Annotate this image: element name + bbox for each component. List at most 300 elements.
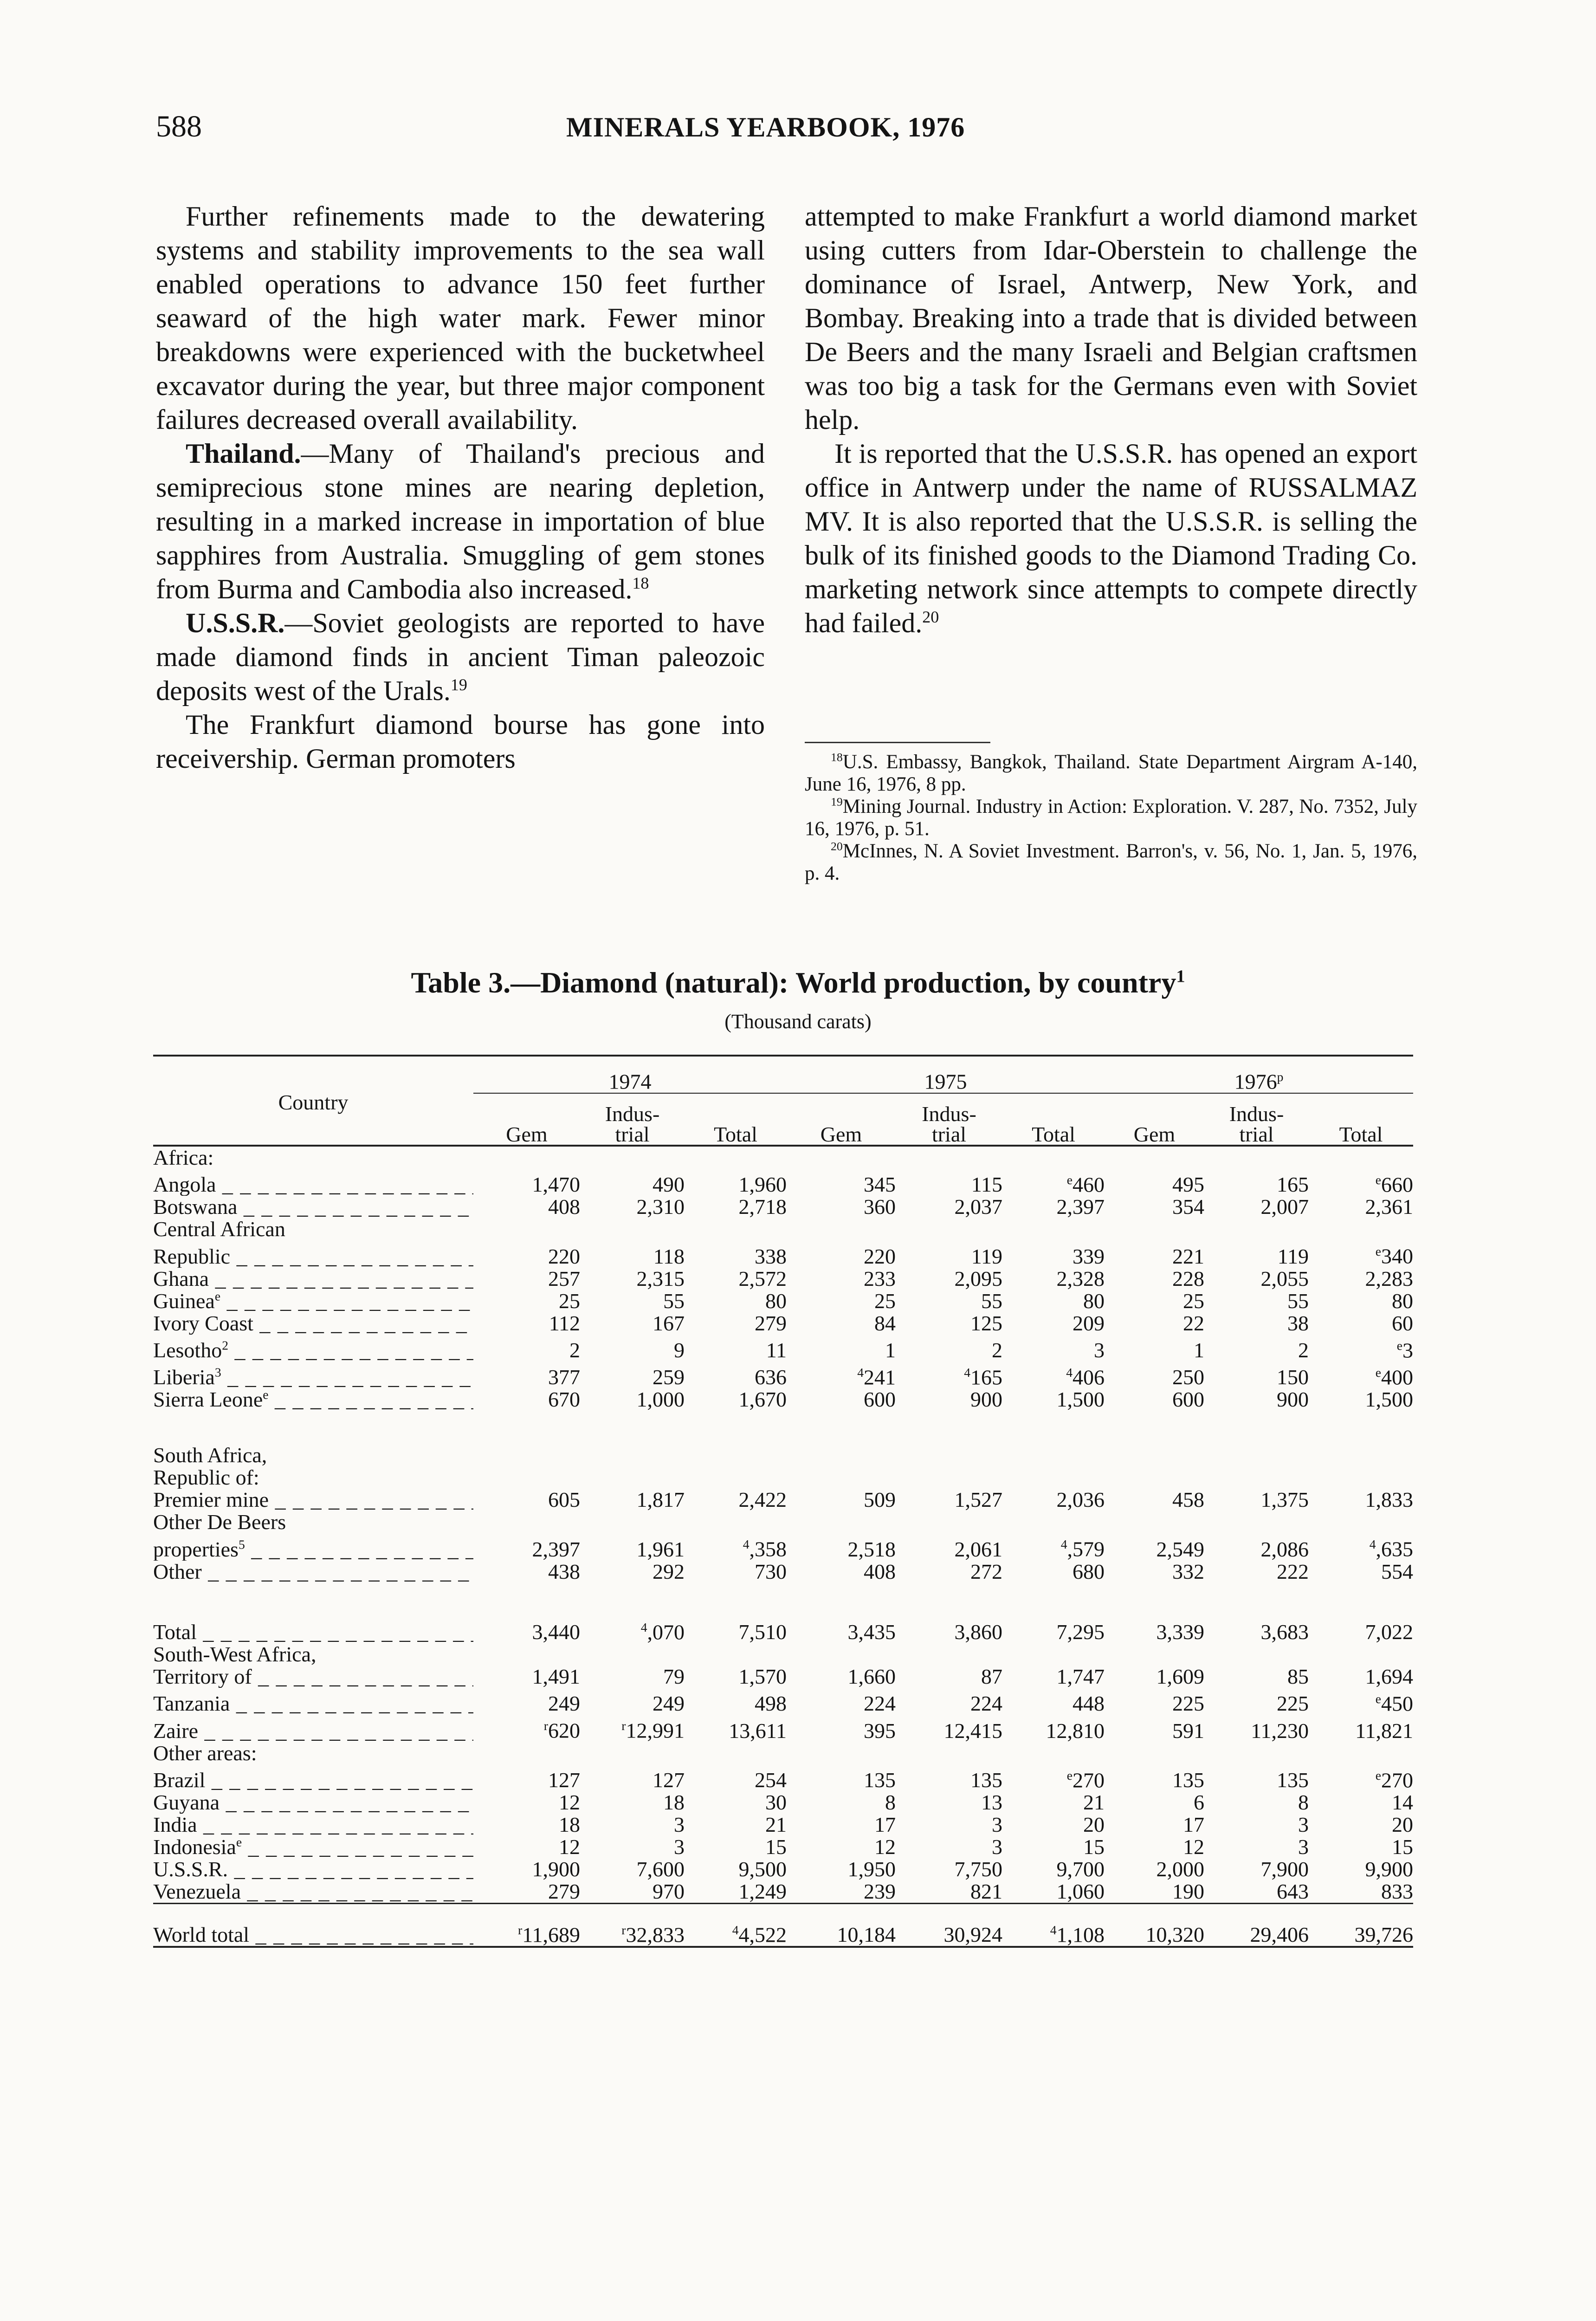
country-label: India (153, 1813, 197, 1836)
value-cell: 1,660 (847, 1664, 896, 1688)
footnote-ref: 20 (922, 608, 939, 626)
value-cell: 2,055 (1260, 1266, 1309, 1290)
value-cell: 10,184 (787, 1903, 896, 1947)
table-row (153, 1715, 1413, 1742)
value-number: 620 (548, 1718, 580, 1743)
value-cell: 1 (1194, 1338, 1204, 1362)
value-cell: 135 (970, 1768, 1002, 1792)
value-cell: 38 (1287, 1311, 1309, 1335)
value-cell: 25 (1183, 1289, 1204, 1313)
value-cell: 85 (1287, 1664, 1309, 1688)
country-name (153, 1764, 473, 1791)
value-cell: 11,230 (1251, 1718, 1309, 1743)
value-cell (1309, 1335, 1413, 1361)
value-cell: 339 (1073, 1244, 1105, 1268)
country-name (153, 1858, 473, 1880)
value-cell: 1,747 (1056, 1664, 1105, 1688)
value-cell: 127 (548, 1768, 580, 1792)
table-row (153, 1290, 1413, 1312)
country-name (153, 1715, 473, 1742)
country-label: Other (153, 1560, 202, 1583)
value-number: 32,833 (626, 1922, 685, 1946)
table-row (153, 1764, 1413, 1791)
value-note: 4 (743, 1537, 750, 1552)
value-cell: 680 (1073, 1559, 1105, 1583)
value-cell: 670 (548, 1387, 580, 1412)
value-cell (896, 1361, 1002, 1388)
country-label: Tanzania (153, 1692, 230, 1715)
value-cell: 1,500 (1365, 1387, 1413, 1412)
country-label: U.S.S.R. (153, 1858, 228, 1880)
value-cell: 279 (755, 1311, 787, 1335)
value-cell: 2,310 (636, 1195, 685, 1219)
value-cell: 354 (1172, 1195, 1204, 1219)
footnote (805, 840, 1417, 885)
value-cell: 1 (885, 1338, 896, 1362)
value-note: e (1066, 1173, 1073, 1187)
value-note: 4 (1060, 1537, 1067, 1552)
table-row (153, 1858, 1413, 1880)
value-cell: 233 (864, 1266, 896, 1290)
value-cell: 12 (559, 1835, 580, 1859)
value-cell (1002, 1764, 1105, 1791)
country-label: properties (153, 1537, 239, 1561)
value-cell: 3 (674, 1812, 685, 1836)
value-cell: 12 (559, 1790, 580, 1814)
value-cell: 6 (1194, 1790, 1204, 1814)
country-note: e (236, 1835, 242, 1849)
value-cell: 2,007 (1260, 1195, 1309, 1219)
value-cell: 112 (549, 1311, 580, 1335)
value-cell: 2 (1298, 1338, 1309, 1362)
leader-dots (220, 1290, 473, 1312)
table-title-text: Table 3.—Diamond (natural): World production, by country (411, 966, 1176, 999)
value-number: 270 (1381, 1768, 1413, 1792)
footnote-text: Mining Journal. Industry in Action: Exploration. V. 287, No. 7352, July 16, 1976, p. 51. (805, 796, 1417, 840)
table-row (153, 1880, 1413, 1904)
value-cell: 600 (864, 1387, 896, 1412)
country-label: Ivory Coast (153, 1312, 253, 1335)
spacer-row (153, 1583, 1413, 1616)
value-cell: 249 (548, 1692, 580, 1716)
table-row (153, 1335, 1413, 1361)
value-cell: 9,500 (738, 1857, 787, 1881)
value-cell: 332 (1172, 1559, 1204, 1583)
world-total-row (153, 1903, 1413, 1947)
country-label: Republic (153, 1244, 231, 1268)
value-number: 660 (1381, 1173, 1413, 1197)
value-cell: 395 (864, 1718, 896, 1743)
value-cell: 55 (981, 1289, 1002, 1313)
body-column-right (805, 200, 1417, 640)
leader-dots (269, 1489, 473, 1511)
value-cell: 221 (1172, 1244, 1204, 1268)
value-cell: 2,718 (738, 1195, 787, 1219)
value-cell: 13 (981, 1790, 1002, 1814)
value-cell: 165 (1277, 1173, 1309, 1197)
leader-dots (198, 1719, 473, 1742)
value-cell: 80 (1392, 1289, 1413, 1313)
value-number: 460 (1073, 1173, 1105, 1197)
value-cell: 7,750 (954, 1857, 1002, 1881)
value-cell: 15 (1083, 1835, 1105, 1859)
value-cell: 254 (755, 1768, 787, 1792)
value-cell: 1,470 (532, 1173, 580, 1197)
country-name (153, 1489, 473, 1511)
footnote-ref: 18 (632, 574, 649, 592)
value-cell: 30 (765, 1790, 787, 1814)
year-header: 1974 (473, 1060, 787, 1093)
leader-dots (202, 1561, 473, 1583)
value-cell: 3 (1298, 1835, 1309, 1859)
value-cell: 18 (559, 1812, 580, 1836)
column-header: Total (1002, 1093, 1105, 1146)
value-cell: 3,435 (847, 1620, 896, 1644)
value-cell: 3,440 (532, 1620, 580, 1644)
value-cell: 11 (766, 1338, 787, 1362)
value-cell: 127 (653, 1768, 685, 1792)
leader-dots (230, 1692, 473, 1715)
value-cell: 458 (1172, 1488, 1204, 1512)
leader-dots (249, 1923, 473, 1946)
value-number: 165 (970, 1365, 1002, 1389)
value-cell (685, 1903, 787, 1947)
value-cell: 167 (653, 1311, 685, 1335)
group-heading-row (153, 1146, 1413, 1169)
paragraph: Further refinements made to the dewatering systems and stability improvements to the sea wall enabled operations to advance 150 feet further seaward of the high water mark. Fewer minor breakdowns were experienced with the bucketwheel excavator during the year, but three major component failures decreased overall availability. (156, 201, 765, 435)
value-cell: 225 (1277, 1692, 1309, 1716)
value-cell: 118 (653, 1244, 685, 1268)
country-label: Zaire (153, 1718, 199, 1742)
value-cell: 2,397 (532, 1537, 580, 1561)
value-cell: 11,821 (1355, 1718, 1413, 1743)
leader-dots (197, 1620, 473, 1643)
value-cell: 377 (548, 1365, 580, 1389)
value-cell: 821 (970, 1879, 1002, 1903)
value-cell: 9,700 (1056, 1857, 1105, 1881)
country-label: Other De Beers (153, 1511, 286, 1534)
value-number: 450 (1381, 1692, 1413, 1716)
value-number: ,635 (1376, 1537, 1413, 1561)
value-cell: 9 (674, 1338, 685, 1362)
value-cell: 1,950 (847, 1857, 896, 1881)
footnote-text: McInnes, N. A Soviet Investment. Barron's, v. 56, No. 1, Jan. 5, 1976, p. 4. (805, 840, 1417, 884)
country-name (153, 1444, 473, 1466)
group-heading-row (153, 1444, 1413, 1466)
value-cell: 495 (1172, 1173, 1204, 1197)
leader-dots (209, 1268, 473, 1290)
footnote (805, 796, 1417, 840)
country-label: Guyana (153, 1791, 220, 1814)
column-header: Gem (1105, 1093, 1204, 1146)
country-label: Brazil (153, 1768, 206, 1791)
value-cell: 643 (1277, 1879, 1309, 1903)
paragraph-text: —Many of Thailand's precious and semiprecious stone mines are nearing depletion, resulting in a marked increase in importation of blue sapphires from Australia. Smuggling of gem stones from Burma and Cambodia also increased. (156, 438, 765, 604)
value-number: 4,522 (738, 1922, 787, 1946)
value-cell: 2,036 (1056, 1488, 1105, 1512)
country-label: Indonesia (153, 1835, 236, 1858)
value-cell: 1,375 (1260, 1488, 1309, 1512)
table-title-ref: 1 (1176, 966, 1185, 986)
value-cell: 12,810 (1046, 1718, 1105, 1743)
value-number: 400 (1381, 1365, 1413, 1389)
table-row (153, 1814, 1413, 1836)
table-row (153, 1388, 1413, 1411)
value-cell: 12 (1183, 1835, 1204, 1859)
value-cell: 55 (663, 1289, 685, 1313)
country-label: Premier mine (153, 1489, 269, 1511)
country-name (153, 1361, 473, 1388)
leader-dots (237, 1196, 473, 1218)
value-cell: 10,320 (1105, 1903, 1204, 1947)
value-cell (1309, 1240, 1413, 1267)
country-name (153, 1196, 473, 1218)
leader-dots (252, 1666, 473, 1688)
country-label: Botswana (153, 1196, 238, 1219)
country-name (153, 1218, 473, 1240)
value-cell: 39,726 (1309, 1903, 1413, 1947)
value-note: 4 (640, 1620, 647, 1634)
leader-dots (245, 1537, 473, 1561)
table-subtitle: (Thousand carats) (724, 1010, 872, 1033)
spacer-row (153, 1411, 1413, 1444)
country-label: Central African (153, 1218, 285, 1241)
leader-dots (228, 1858, 473, 1880)
leader-dots (228, 1338, 473, 1361)
column-header: Gem (473, 1093, 580, 1146)
value-cell: 2,086 (1260, 1537, 1309, 1561)
value-cell: 448 (1073, 1692, 1105, 1716)
value-cell: 15 (765, 1835, 787, 1859)
value-cell (787, 1361, 896, 1388)
value-cell (1309, 1533, 1413, 1560)
table-row (153, 1533, 1413, 1560)
value-cell: 1,833 (1365, 1488, 1413, 1512)
paragraph (156, 437, 765, 606)
value-cell: 900 (970, 1387, 1002, 1412)
value-cell: 7,295 (1056, 1620, 1105, 1644)
country-label: World total (153, 1922, 250, 1946)
value-cell: 3 (992, 1835, 1002, 1859)
country-label: Liberia (153, 1365, 215, 1389)
value-cell: 15 (1392, 1835, 1413, 1859)
value-cell: 2,095 (954, 1266, 1002, 1290)
value-cell (1002, 1533, 1105, 1560)
footnote-number: 20 (831, 839, 843, 853)
value-cell: 125 (970, 1311, 1002, 1335)
value-cell: 220 (548, 1244, 580, 1268)
value-cell: 150 (1277, 1365, 1309, 1389)
value-cell: 257 (548, 1266, 580, 1290)
value-cell: 1,249 (738, 1879, 787, 1903)
value-note: 4 (857, 1365, 864, 1380)
value-note: 4 (964, 1365, 970, 1380)
value-number: 270 (1073, 1768, 1105, 1792)
column-header: Total (685, 1093, 787, 1146)
value-cell: 18 (663, 1790, 685, 1814)
value-cell: 636 (755, 1365, 787, 1389)
value-cell: 1,491 (532, 1664, 580, 1688)
value-cell: 338 (755, 1244, 787, 1268)
table-row (153, 1240, 1413, 1267)
country-note: e (214, 1290, 221, 1303)
value-cell: 360 (864, 1195, 896, 1219)
country-label: Guinea (153, 1290, 215, 1312)
country-name (153, 1616, 473, 1643)
paragraph-text: It is reported that the U.S.S.R. has opened an export office in Antwerp under the name of RUSSALMAZ MV. It is also reported that the U.S.S.R. is selling the bulk of its finished goods to the Diamond Trading Co. marketing network since attempts to compete directly had failed. (805, 438, 1417, 638)
paragraph: The Frankfurt diamond bourse has gone into receivership. German promoters (156, 709, 765, 774)
country-name (153, 1903, 473, 1947)
table-row (153, 1361, 1413, 1388)
country-label: Other areas: (153, 1742, 257, 1764)
value-cell: 22 (1183, 1311, 1204, 1335)
country-label: Sierra Leone (153, 1388, 263, 1411)
value-cell (685, 1533, 787, 1560)
value-cell: 8 (1298, 1790, 1309, 1814)
value-cell: 3 (1298, 1812, 1309, 1836)
value-cell: 1,817 (636, 1488, 685, 1512)
table-row (153, 1561, 1413, 1583)
country-note: 3 (214, 1365, 221, 1380)
value-cell: 222 (1277, 1559, 1309, 1583)
value-cell: 135 (1277, 1768, 1309, 1792)
table-row (153, 1616, 1413, 1643)
value-cell: 190 (1172, 1879, 1204, 1903)
country-name (153, 1511, 473, 1533)
value-cell: 79 (663, 1664, 685, 1688)
production-table (153, 1055, 1413, 1948)
country-label: Total (153, 1620, 197, 1643)
value-number: ,358 (749, 1537, 787, 1561)
running-title: MINERALS YEARBOOK, 1976 (566, 112, 965, 143)
value-cell: 3,860 (954, 1620, 1002, 1644)
value-cell (473, 1903, 580, 1947)
table-row (153, 1196, 1413, 1218)
value-cell: 970 (653, 1879, 685, 1903)
table-row (153, 1791, 1413, 1814)
value-cell: 1,670 (738, 1387, 787, 1412)
table-row (153, 1489, 1413, 1511)
value-cell: 259 (653, 1365, 685, 1389)
country-header: Country (153, 1060, 473, 1146)
value-cell: 9,900 (1365, 1857, 1413, 1881)
value-cell: 509 (864, 1488, 896, 1512)
country-label: Africa: (153, 1146, 214, 1169)
value-note: 4 (1369, 1537, 1376, 1552)
country-name (153, 1880, 473, 1904)
value-cell: 135 (864, 1768, 896, 1792)
value-cell: 3 (674, 1835, 685, 1859)
value-cell: 2,315 (636, 1266, 685, 1290)
value-number: 11,689 (522, 1922, 580, 1946)
country-name (153, 1561, 473, 1583)
table-row (153, 1268, 1413, 1290)
table-title (0, 966, 1596, 1000)
footnotes (805, 751, 1417, 885)
value-cell: 60 (1392, 1311, 1413, 1335)
body-column-left (156, 200, 765, 776)
value-cell: 2,328 (1056, 1266, 1105, 1290)
value-cell: 1,960 (738, 1173, 787, 1197)
value-cell: 55 (1287, 1289, 1309, 1313)
value-cell: 1,961 (636, 1537, 685, 1561)
footnote-ref: 19 (450, 675, 467, 694)
value-cell: 1,000 (636, 1387, 685, 1412)
column-header: Gem (787, 1093, 896, 1146)
country-name (153, 1643, 473, 1666)
value-cell: 7,510 (738, 1620, 787, 1644)
value-cell: 8 (885, 1790, 896, 1814)
value-cell: 1,570 (738, 1664, 787, 1688)
value-note: r (621, 1718, 626, 1733)
value-cell: 408 (548, 1195, 580, 1219)
leader-dots (220, 1791, 473, 1814)
leader-dots (216, 1173, 473, 1196)
column-header-industrial: Indus- trial (580, 1093, 685, 1146)
value-cell (1002, 1361, 1105, 1388)
leader-dots (205, 1768, 473, 1791)
country-name (153, 1312, 473, 1335)
value-cell: 12 (874, 1835, 896, 1859)
country-label: Ghana (153, 1267, 209, 1290)
value-cell: 30,924 (896, 1903, 1002, 1947)
value-cell (1309, 1688, 1413, 1715)
value-cell: 554 (1381, 1559, 1413, 1583)
country-name (153, 1169, 473, 1196)
paragraph-text: —Soviet geologists are reported to have made diamond finds in ancient Timan paleozoic deposits west of the Urals. (156, 608, 765, 706)
country-name (153, 1836, 473, 1858)
value-cell: 7,600 (636, 1857, 685, 1881)
leader-dots (230, 1245, 473, 1268)
paragraph: attempted to make Frankfurt a world diamond market using cutters from Idar-Oberstein to challenge the dominance of Israel, Antwerp, New York, and Bombay. Breaking into a trade that is divided between De Beers and the many Israeli and Belgian craftsmen was too big a task for the Germans even with Soviet help. (805, 201, 1417, 435)
value-cell: 600 (1172, 1387, 1204, 1412)
value-cell: 1,500 (1056, 1387, 1105, 1412)
value-cell: 135 (1172, 1768, 1204, 1792)
value-cell: 345 (864, 1173, 896, 1197)
table-row (153, 1312, 1413, 1335)
footnote-number: 19 (831, 795, 843, 809)
value-cell: 3 (1094, 1338, 1105, 1362)
value-cell: 224 (970, 1692, 1002, 1716)
value-note: 4 (1050, 1922, 1057, 1937)
value-cell: 220 (864, 1244, 896, 1268)
country-name (153, 1814, 473, 1836)
country-label: South-West Africa, (153, 1643, 317, 1666)
table-row (153, 1836, 1413, 1858)
paragraph (805, 437, 1417, 640)
country-label: Republic of: (153, 1466, 259, 1489)
value-cell: 7,900 (1260, 1857, 1309, 1881)
value-cell: 2,518 (847, 1537, 896, 1561)
column-header-industrial: Indus- trial (896, 1093, 1002, 1146)
value-note: r (621, 1922, 626, 1937)
value-cell: 239 (864, 1879, 896, 1903)
value-cell: 7,022 (1365, 1620, 1413, 1644)
value-number: ,579 (1067, 1537, 1105, 1561)
footnote-rule (805, 742, 990, 743)
value-cell: 2,549 (1156, 1537, 1204, 1561)
value-cell (1002, 1903, 1105, 1947)
value-number: 3 (1402, 1338, 1413, 1362)
country-label: Venezuela (153, 1880, 241, 1903)
value-cell: 2,061 (954, 1537, 1002, 1561)
value-cell: 249 (653, 1692, 685, 1716)
value-cell: 591 (1172, 1718, 1204, 1743)
country-label: Lesotho (153, 1338, 222, 1361)
value-cell: 3,339 (1156, 1620, 1204, 1644)
value-cell: 119 (971, 1244, 1002, 1268)
value-cell: 119 (1277, 1244, 1309, 1268)
